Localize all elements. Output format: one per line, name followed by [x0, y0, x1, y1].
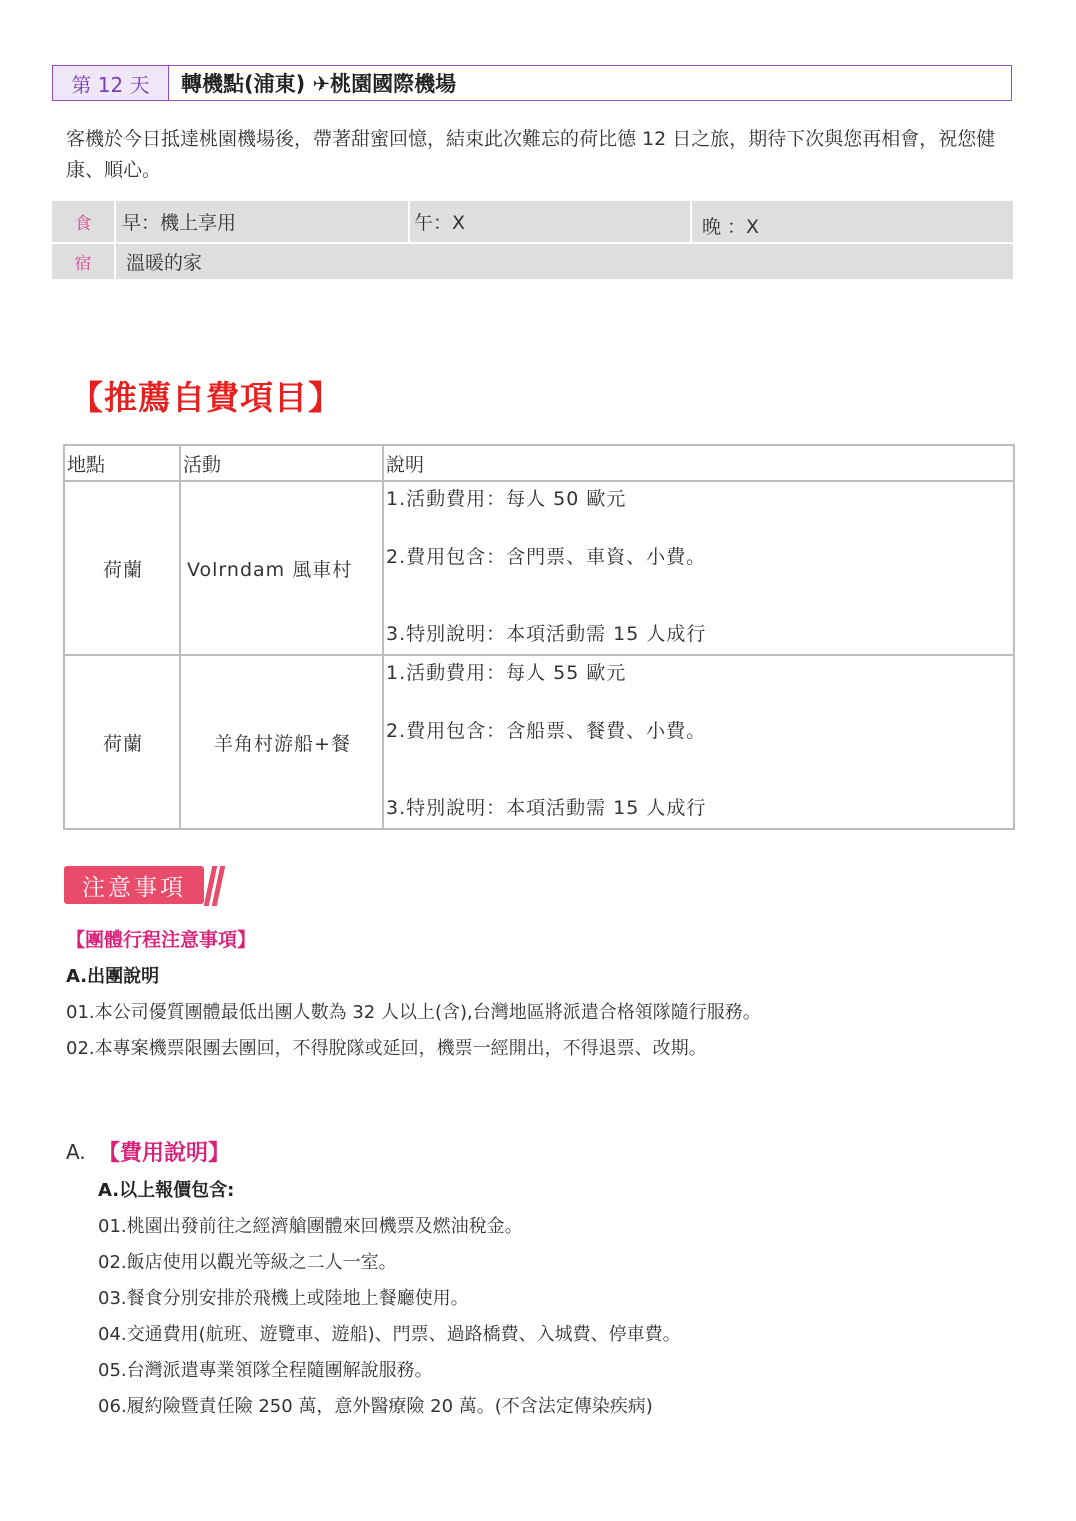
tour-activity: Volrndam 風車村	[180, 481, 383, 655]
header-desc: 說明	[383, 445, 1014, 481]
hotel: 溫暖的家	[126, 252, 203, 274]
optional-title: 【推薦自費項目】	[70, 378, 342, 417]
desc-line: 1.活動費用：每人 50 歐元	[386, 488, 627, 510]
included-title: A.以上報價包含:	[98, 1180, 235, 1201]
included-item: 04.交通費用(航班、遊覽車、遊船)、門票、過路橋費、入城費、停車費。	[98, 1324, 681, 1345]
day-intro: 客機於今日抵達桃園機場後，帶著甜蜜回憶，結束此次難忘的荷比德 12 日之旅，期待下次與您再相會，祝您健康、順心。	[66, 128, 996, 181]
tour-activity: 羊角村游船+餐	[180, 655, 383, 829]
notice-item: 02.本專案機票限團去團回，不得脫隊或延回，機票一經開出，不得退票、改期。	[66, 1038, 707, 1059]
tour-place: 荷蘭	[64, 655, 180, 829]
group-notice-title: 【團體行程注意事項】	[66, 929, 257, 951]
desc-line: 2.費用包含：含船票、餐費、小費。	[386, 720, 707, 742]
breakfast: 早：機上享用	[116, 201, 410, 242]
lunch: 午：X	[410, 201, 692, 242]
table-row	[64, 655, 1014, 829]
included-item: 05.台灣派遣專業領隊全程隨團解說服務。	[98, 1360, 433, 1381]
tours-table	[63, 444, 1015, 830]
included-item: 06.履約險暨責任險 250 萬，意外醫療險 20 萬。(不含法定傳染疾病)	[98, 1396, 653, 1417]
tour-place: 荷蘭	[64, 481, 180, 655]
desc-line: 2.費用包含：含門票、車資、小費。	[386, 546, 707, 568]
stay-label: 宿	[52, 244, 116, 279]
tour-desc	[383, 481, 1014, 655]
section-a-title: A.出團說明	[66, 966, 160, 987]
meals-table	[52, 201, 1013, 279]
included-item: 01.桃園出發前往之經濟艙團體來回機票及燃油稅金。	[98, 1216, 523, 1237]
meal-row	[52, 201, 1013, 242]
day-header	[52, 65, 1012, 101]
notice-item: 01.本公司優質團體最低出團人數為 32 人以上(含),台灣地區將派遣合格領隊隨行服務。	[66, 1002, 761, 1023]
desc-line: 3.特別說明：本項活動需 15 人成行	[386, 623, 707, 645]
fees-prefix: A.	[66, 1140, 86, 1164]
day-title: 轉機點(浦東) ✈桃園國際機場	[181, 72, 457, 96]
fees-title: 【費用說明】	[98, 1141, 231, 1166]
stay-row	[52, 244, 1013, 279]
dinner: 晚 ：X	[702, 216, 760, 238]
desc-line: 1.活動費用：每人 55 歐元	[386, 662, 627, 684]
notice-badge: 注意事項	[64, 866, 204, 904]
day-number: 第 12 天	[53, 66, 169, 100]
table-row	[64, 481, 1014, 655]
tour-desc	[383, 655, 1014, 829]
header-place: 地點	[64, 445, 180, 481]
header-activity: 活動	[180, 445, 383, 481]
included-item: 02.飯店使用以觀光等級之二人一室。	[98, 1252, 397, 1273]
desc-line: 3.特別說明：本項活動需 15 人成行	[386, 797, 707, 819]
food-label: 食	[52, 201, 116, 242]
tours-header-row	[64, 445, 1014, 481]
included-item: 03.餐食分別安排於飛機上或陸地上餐廳使用。	[98, 1288, 469, 1309]
